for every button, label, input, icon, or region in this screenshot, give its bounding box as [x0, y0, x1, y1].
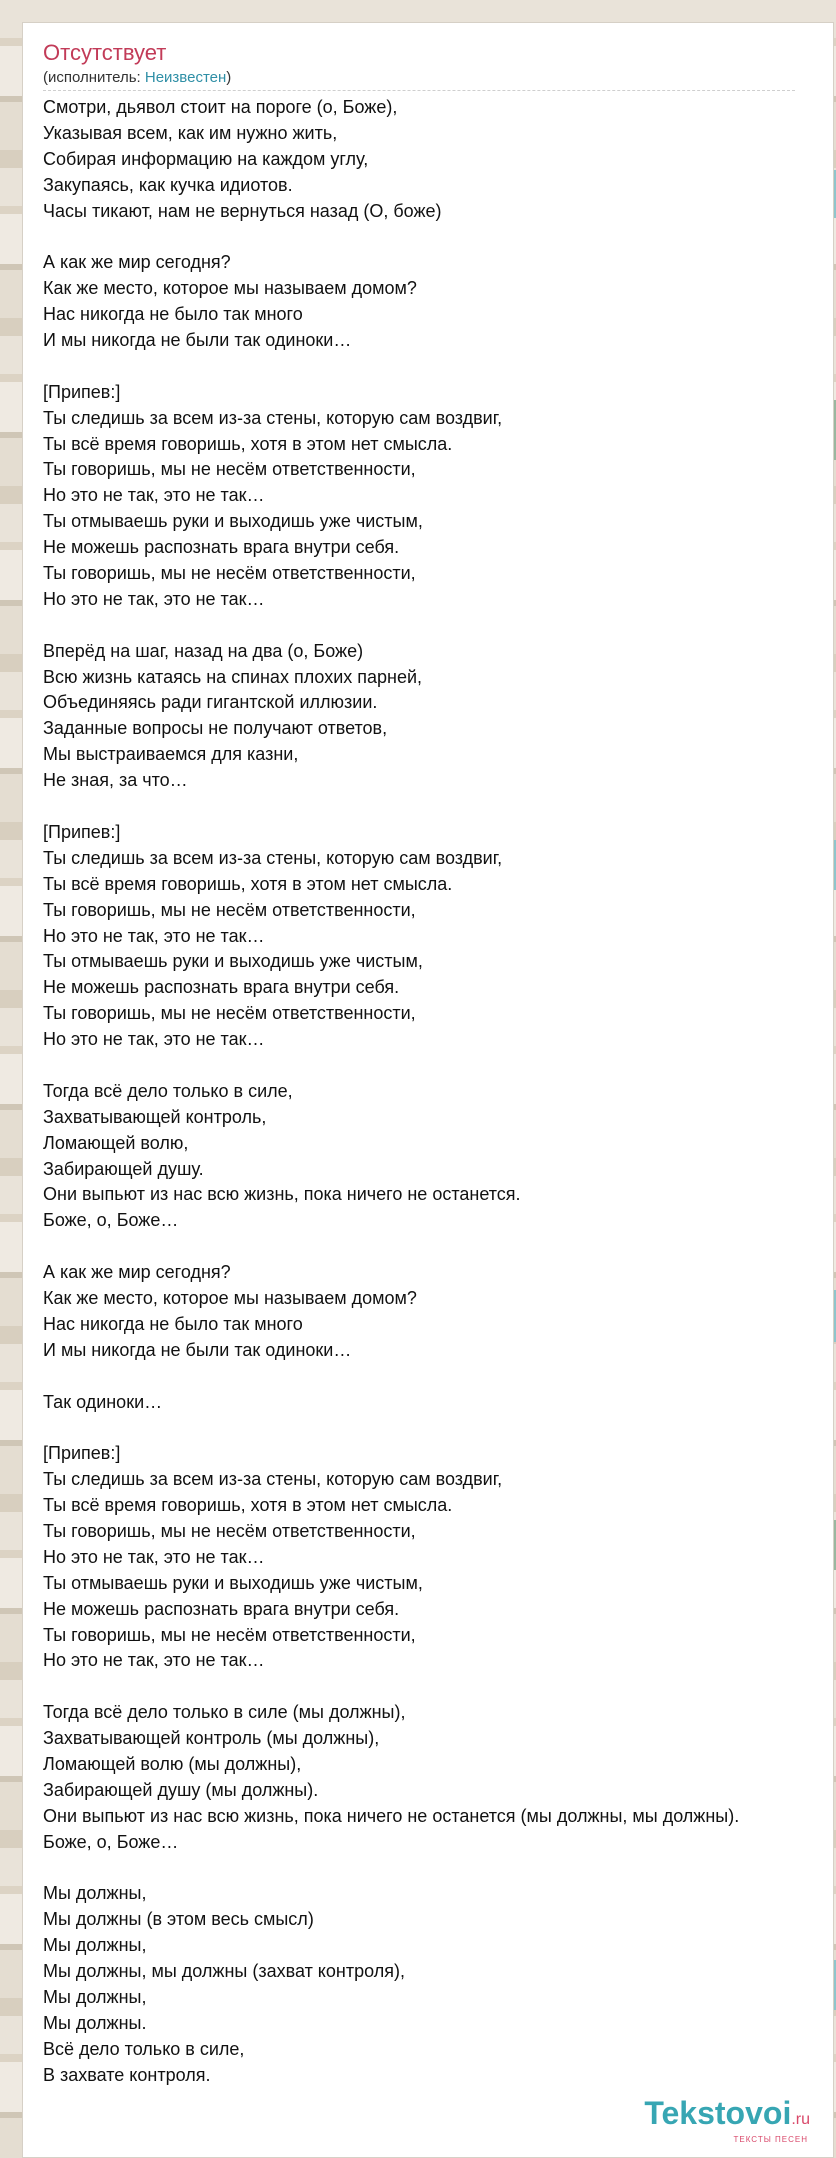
- lyric-line: Мы должны.: [43, 2012, 147, 2033]
- lyric-line: Ты всё время говоришь, хотя в этом нет смысла.: [43, 873, 453, 894]
- lyric-line: Ломающей волю (мы должны),: [43, 1754, 302, 1774]
- lyric-line: Они выпьют из нас всю жизнь, пока ничего не останется (мы должны, мы должны).: [43, 1805, 740, 1826]
- lyric-line: И мы никогда не были так одиноки…: [43, 1339, 352, 1360]
- lyric-line: Ломающей волю,: [43, 1132, 189, 1153]
- lyric-line: Ты отмываешь руки и выходишь уже чистым,: [43, 1572, 423, 1593]
- lyric-line: Забирающей душу (мы должны).: [43, 1779, 319, 1800]
- lyric-line: Нас никогда не было так много: [43, 1313, 303, 1334]
- lyric-line: [Припев:]: [43, 1443, 121, 1464]
- lyric-line: Ты говоришь, мы не несём ответственности,: [43, 1624, 416, 1645]
- lyrics-card: [22, 22, 834, 2158]
- lyric-line: Ты всё время говоришь, хотя в этом нет смысла.: [43, 433, 453, 454]
- lyric-line: Но это не так, это не так…: [43, 1029, 265, 1050]
- lyric-line: [Припев:]: [43, 381, 121, 402]
- lyric-line: Мы должны,: [43, 1987, 147, 2008]
- logo-tld: .ru: [791, 2111, 810, 2128]
- lyric-line: [43, 613, 833, 639]
- lyric-line: Боже, о, Боже…: [43, 1210, 179, 1231]
- lyric-line: Ты отмываешь руки и выходишь уже чистым,: [43, 511, 423, 532]
- lyric-line: Мы должны,: [43, 1883, 147, 1904]
- lyric-line: [43, 354, 833, 380]
- artist-link[interactable]: Неизвестен: [144, 69, 227, 86]
- lyrics-body: [43, 95, 833, 2089]
- lyric-line: И мы никогда не были так одиноки…: [43, 330, 352, 351]
- lyric-line: Мы должны, мы должны (захват контроля),: [43, 1961, 405, 1982]
- lyric-line: Захватывающей контроль,: [43, 1106, 267, 1127]
- lyric-line: [43, 1053, 833, 1079]
- logo-wordmark: [644, 2096, 810, 2137]
- lyric-line: Ты говоришь, мы не несём ответственности,: [43, 1520, 416, 1541]
- title-divider: [43, 90, 795, 91]
- lyric-line: [43, 1364, 833, 1390]
- artist-line: [43, 69, 833, 87]
- lyric-line: Не можешь распознать врага внутри себя.: [43, 537, 400, 558]
- lyric-line: Они выпьют из нас всю жизнь, пока ничего не останется.: [43, 1184, 521, 1205]
- lyric-line: Не зная, за что…: [43, 770, 188, 791]
- lyric-line: Ты говоришь, мы не несём ответственности,: [43, 563, 416, 584]
- lyric-line: Собирая информацию на каждом углу,: [43, 148, 369, 169]
- lyric-line: Ты следишь за всем из-за стены, которую сам воздвиг,: [43, 1469, 503, 1490]
- lyric-line: В захвате контроля.: [43, 2064, 211, 2085]
- lyric-line: Заданные вопросы не получают ответов,: [43, 718, 388, 739]
- lyric-line: Ты следишь за всем из-за стены, которую сам воздвиг,: [43, 407, 503, 428]
- lyric-line: [43, 1415, 833, 1441]
- artist-suffix: ): [226, 69, 232, 86]
- song-title: Отсутствует: [43, 40, 167, 65]
- lyric-line: Объединяясь ради гигантской иллюзии.: [43, 692, 378, 713]
- lyric-line: Боже, о, Боже…: [43, 1831, 179, 1852]
- lyric-line: Забирающей душу.: [43, 1158, 204, 1179]
- lyric-line: [43, 794, 833, 820]
- lyric-line: Часы тикают, нам не вернуться назад (О, боже): [43, 200, 442, 221]
- lyric-line: Но это не так, это не так…: [43, 1546, 265, 1567]
- lyric-line: Тогда всё дело только в силе,: [43, 1080, 293, 1101]
- artist-prefix: (исполнитель:: [43, 69, 145, 86]
- lyric-line: Но это не так, это не так…: [43, 1650, 265, 1671]
- lyric-line: Но это не так, это не так…: [43, 588, 265, 609]
- lyric-line: Не можешь распознать врага внутри себя.: [43, 977, 400, 998]
- lyric-line: Ты отмываешь руки и выходишь уже чистым,: [43, 951, 423, 972]
- lyric-line: Смотри, дьявол стоит на пороге (о, Боже),: [43, 97, 398, 117]
- lyric-line: А как же мир сегодня?: [43, 1262, 231, 1283]
- lyric-line: Захватывающей контроль (мы должны),: [43, 1728, 380, 1749]
- lyric-line: Ты следишь за всем из-за стены, которую сам воздвиг,: [43, 847, 503, 868]
- lyric-line: Так одиноки…: [43, 1391, 163, 1412]
- lyric-line: Мы должны (в этом весь смысл): [43, 1909, 314, 1930]
- lyric-line: Но это не так, это не так…: [43, 485, 265, 506]
- lyric-line: Как же место, которое мы называем домом?: [43, 278, 417, 299]
- lyric-line: [43, 1674, 833, 1700]
- lyric-line: А как же мир сегодня?: [43, 252, 231, 273]
- logo-name: Tekstovoi: [644, 2095, 792, 2131]
- lyric-line: Ты говоришь, мы не несём ответственности,: [43, 1003, 416, 1024]
- lyric-line: Всё дело только в силе,: [43, 2038, 245, 2059]
- lyric-line: Мы должны,: [43, 1935, 147, 1956]
- lyric-line: Всю жизнь катаясь на спинах плохих парней,: [43, 666, 423, 687]
- lyric-line: Ты говоришь, мы не несём ответственности,: [43, 459, 416, 480]
- logo-tagline: ТЕКСТЫ ПЕСЕН: [733, 2135, 808, 2144]
- lyric-line: [43, 1856, 833, 1882]
- lyric-line: Ты всё время говоришь, хотя в этом нет смысла.: [43, 1495, 453, 1516]
- lyric-line: [43, 1234, 833, 1260]
- lyric-line: [43, 224, 833, 250]
- lyric-line: Указывая всем, как им нужно жить,: [43, 122, 338, 143]
- site-logo[interactable]: [644, 2096, 810, 2144]
- lyric-line: Вперёд на шаг, назад на два (о, Боже): [43, 640, 364, 661]
- lyric-line: Не можешь распознать врага внутри себя.: [43, 1598, 400, 1619]
- lyric-line: Ты говоришь, мы не несём ответственности,: [43, 899, 416, 920]
- lyric-line: Мы выстраиваемся для казни,: [43, 744, 299, 765]
- lyric-line: Как же место, которое мы называем домом?: [43, 1287, 417, 1308]
- lyric-line: Закупаясь, как кучка идиотов.: [43, 174, 293, 195]
- lyric-line: Нас никогда не было так много: [43, 304, 303, 325]
- lyric-line: [Припев:]: [43, 821, 121, 842]
- lyric-line: Тогда всё дело только в силе (мы должны),: [43, 1702, 406, 1723]
- lyric-line: Но это не так, это не так…: [43, 925, 265, 946]
